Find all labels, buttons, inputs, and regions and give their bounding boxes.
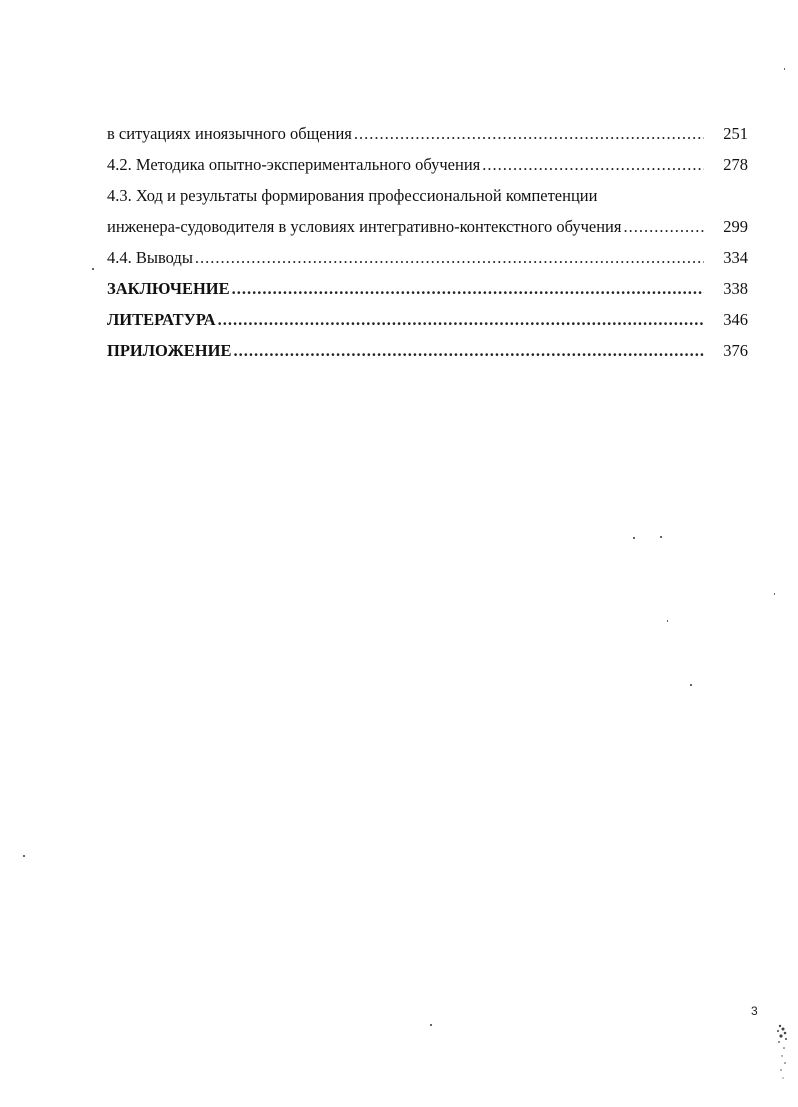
toc-dot-leader — [623, 217, 704, 237]
toc-dot-leader — [233, 341, 704, 361]
scan-speck — [690, 684, 692, 686]
toc-entry-title: ЛИТЕРАТУРА — [107, 309, 216, 329]
scan-speck — [774, 593, 775, 595]
toc-entry[interactable] — [107, 273, 748, 304]
toc-entry-page: 251 — [723, 123, 748, 143]
scan-speck — [633, 537, 635, 539]
scan-speck — [430, 1024, 432, 1026]
toc-entry-page: 346 — [723, 309, 748, 329]
toc-entry[interactable] — [107, 180, 748, 211]
toc-entry[interactable] — [107, 304, 748, 335]
toc-entry-title: в ситуациях иноязычного общения — [107, 123, 352, 143]
toc-dot-leader — [232, 279, 704, 299]
toc-entry-title: ЗАКЛЮЧЕНИЕ — [107, 278, 230, 298]
toc-entry-page: 376 — [723, 340, 748, 360]
scan-speck — [667, 620, 668, 622]
toc-entry-title: 4.2. Методика опытно-экспериментального обучения — [107, 154, 481, 174]
scan-speck — [23, 855, 25, 857]
scan-speck — [660, 536, 662, 538]
toc-entry-page: 334 — [723, 247, 748, 267]
toc-dot-leader — [195, 248, 704, 268]
toc-entry-page: 278 — [723, 154, 748, 174]
scan-speck — [92, 268, 94, 270]
toc-entry[interactable] — [107, 149, 748, 180]
toc-entry-page: 299 — [723, 216, 748, 236]
toc-entry[interactable] — [107, 335, 748, 366]
scan-smudge — [772, 1020, 794, 1090]
table-of-contents — [107, 118, 748, 366]
toc-dot-leader — [354, 124, 704, 144]
toc-entry-title: инженера-судоводителя в условиях интегративно-контекстного обучения — [107, 216, 622, 236]
page-number: 3 — [751, 1004, 758, 1018]
toc-entry-title: 4.3. Ход и результаты формирования профессиональной компетенции — [107, 185, 598, 205]
toc-entry-title: 4.4. Выводы — [107, 247, 193, 267]
toc-entry-title: ПРИЛОЖЕНИЕ — [107, 340, 232, 360]
scan-speck — [784, 68, 785, 70]
toc-entry[interactable] — [107, 211, 748, 242]
toc-dot-leader — [482, 155, 704, 175]
toc-dot-leader — [218, 310, 704, 330]
toc-entry[interactable] — [107, 118, 748, 149]
toc-entry-page: 338 — [723, 278, 748, 298]
toc-entry[interactable] — [107, 242, 748, 273]
